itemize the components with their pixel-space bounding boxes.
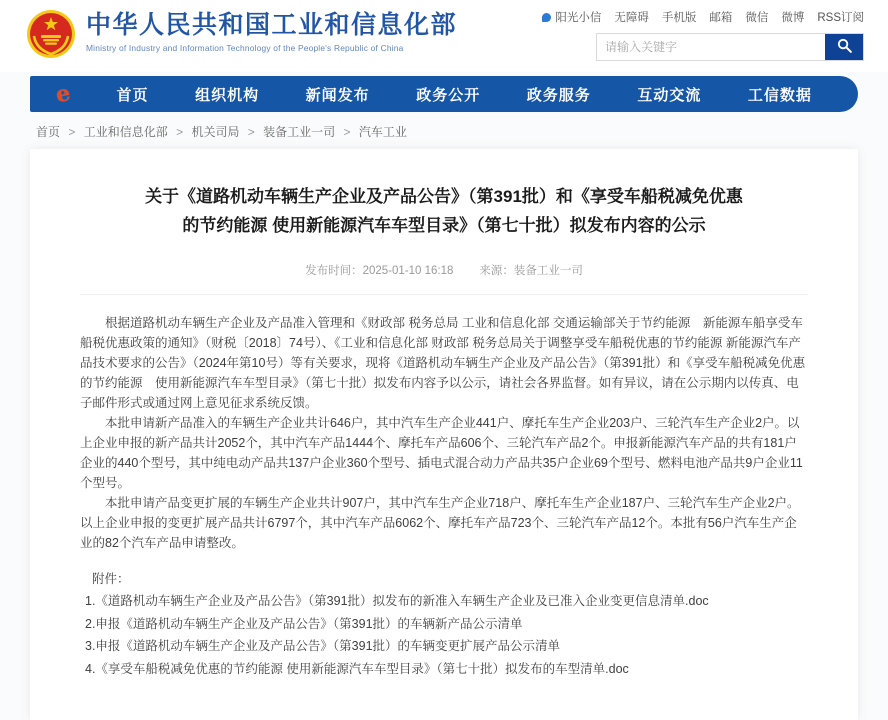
nav-item-gov-services[interactable]: 政务服务 xyxy=(526,86,591,104)
toplink-rss[interactable]: RSS订阅 xyxy=(817,12,864,24)
breadcrumb-departments[interactable]: 机关司局 xyxy=(191,125,240,139)
site-brand xyxy=(26,0,457,72)
source-label: 来源： xyxy=(479,265,514,277)
source-value: 装备工业一司 xyxy=(513,265,583,277)
article-title: 关于《道路机动车辆生产企业及产品公告》（第391批）和《享受车船税减免优惠的节约能源 使用新能源汽车车型目录》（第七十批）拟发布内容的公示 xyxy=(145,187,743,235)
nav-item-organization[interactable]: 组织机构 xyxy=(195,86,260,104)
nav-item-home[interactable]: 首页 xyxy=(116,86,149,104)
national-emblem-icon xyxy=(26,9,76,59)
search-input[interactable] xyxy=(597,34,825,60)
site-title: 中华人民共和国工业和信息化部 xyxy=(86,11,458,39)
attachment-link-1[interactable]: 1.《道路机动车辆生产企业及产品公告》（第391批）拟发布的新准入车辆生产企业及已准入企业变更信息清单.doc xyxy=(85,594,709,608)
brand-text xyxy=(86,9,457,53)
breadcrumb-separator: > xyxy=(247,125,255,139)
toplink-sunshine-assistant[interactable] xyxy=(542,9,601,25)
breadcrumb-auto-industry: 汽车工业 xyxy=(358,125,407,139)
paragraph: 本批申请产品变更扩展的车辆生产企业共计907户，其中汽车生产企业718户、摩托车生产企业187户、三轮汽车生产企业2户。以上企业申报的变更扩展产品共计6797个，其中汽车产品6062个、摩托车产品723个、三轮汽车产品12个。本批有56户汽车生产企业的82个汽车产品申请整改。 xyxy=(80,496,800,550)
publish-time-label: 发布时间： xyxy=(305,265,363,277)
nav-item-gov-disclosure[interactable]: 政务公开 xyxy=(416,86,481,104)
breadcrumb-separator: > xyxy=(343,125,351,139)
article-body xyxy=(80,313,808,553)
toplink-weibo[interactable]: 微博 xyxy=(781,12,805,24)
breadcrumb-separator: > xyxy=(68,125,76,139)
toplink-wechat[interactable]: 微信 xyxy=(745,12,769,24)
site-header xyxy=(0,0,888,72)
site-subtitle-en: Ministry of Industry and Information Technology of the People's Republic of China xyxy=(86,43,404,53)
attachment-link-3[interactable]: 3.申报《道路机动车辆生产企业及产品公告》（第391批）的车辆变更扩展产品公示清单 xyxy=(85,639,561,653)
toplink-accessibility[interactable]: 无障碍 xyxy=(614,12,649,24)
breadcrumb-miit[interactable]: 工业和信息化部 xyxy=(83,125,168,139)
toplink-label: 阳光小信 xyxy=(555,12,602,24)
publish-time-value: 2025-01-10 16:18 xyxy=(362,265,454,277)
top-links xyxy=(542,9,864,25)
breadcrumb-home[interactable]: 首页 xyxy=(36,125,61,139)
article-meta xyxy=(80,262,808,295)
breadcrumb xyxy=(36,123,888,140)
header-right xyxy=(542,0,864,72)
paragraph: 本批申请新产品准入的车辆生产企业共计646户，其中汽车生产企业441户、摩托车生产企业203户、三轮汽车生产企业2户。以上企业申报的新产品共计2052个，其中汽车产品1444个、摩托车产品606个、三轮汽车产品2个。申报新能源汽车产品的共有181户企业的440个型号，其中纯电动产品共137户企业360个型号、插电式混合动力产品共35户企业69个型号、燃料电池产品共9户企业11个型号。 xyxy=(80,416,803,490)
article-card xyxy=(30,149,858,720)
attachments-section xyxy=(80,568,808,680)
nav-item-data[interactable]: 工信数据 xyxy=(747,86,812,104)
toplink-mobile[interactable]: 手机版 xyxy=(661,12,697,24)
breadcrumb-separator: > xyxy=(176,125,184,139)
attachment-link-4[interactable]: 4.《享受车船税减免优惠的节约能源 使用新能源汽车车型目录》（第七十批）拟发布的车型清单.doc xyxy=(85,661,629,676)
toplink-mail[interactable]: 邮箱 xyxy=(709,12,733,24)
attachments-label: 附件： xyxy=(92,572,130,586)
nav-item-interaction[interactable]: 互动交流 xyxy=(637,86,702,104)
nav-item-news[interactable]: 新闻发布 xyxy=(305,86,370,104)
search-bar xyxy=(596,33,864,61)
attachment-link-2[interactable]: 2.申报《道路机动车辆生产企业及产品公告》（第391批）的车辆新产品公示清单 xyxy=(85,616,523,631)
miit-e-logo-icon: e xyxy=(53,79,73,109)
search-icon xyxy=(836,37,853,57)
main-nav xyxy=(30,76,858,112)
search-button[interactable] xyxy=(825,34,863,60)
paragraph: 根据道路机动车辆生产企业及产品准入管理和《财政部 税务总局 工业和信息化部 交通运输部关于节约能源 新能源车船享受车船税优惠政策的通知》（财税〔2018〕74号）、《工业和信息化部 财政部 税务总局关于调整享受车船税优惠的节约能源 新能源汽车产品技术要求的公告》（2024年第10号）等有关要求，现将《道路机动车辆生产企业及产品公告》（第391批）和《享受车船税减免优惠的节约能源 使用新能源汽车车型目录》（第七十批）拟发布内容予以公示，请社会各界监督。如有异议，请在公示期内以传真、电子邮件形式或通过网上意见征求系统反馈。 xyxy=(80,316,806,410)
assistant-icon xyxy=(542,13,551,22)
breadcrumb-equipment-dept[interactable]: 装备工业一司 xyxy=(263,125,336,139)
